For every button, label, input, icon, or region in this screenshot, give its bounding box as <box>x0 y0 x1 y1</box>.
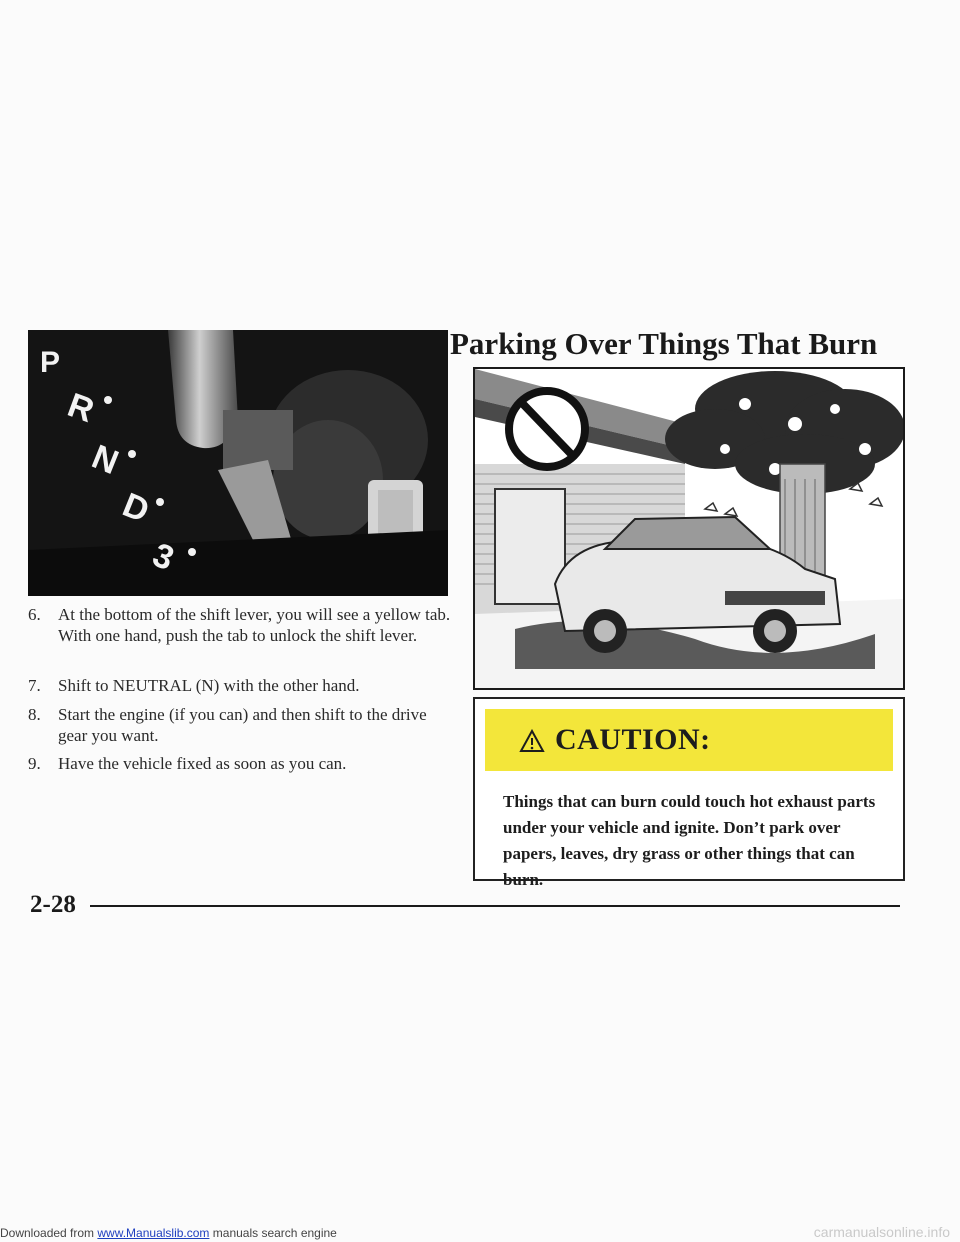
step-9 <box>28 753 458 774</box>
step-number: 9. <box>28 754 41 773</box>
page-number: 2-28 <box>30 891 76 918</box>
gear-label-3: 3 <box>147 535 180 579</box>
step-number: 8. <box>28 705 41 724</box>
download-banner <box>0 1226 337 1240</box>
warning-triangle-icon <box>519 729 545 753</box>
gear-label-p: P <box>40 346 61 379</box>
step-number: 6. <box>28 605 41 624</box>
step-6 <box>28 604 458 646</box>
parking-illustration <box>473 367 905 690</box>
shift-lever-photo <box>28 330 448 596</box>
step-text: Have the vehicle fixed as soon as you can. <box>58 754 347 773</box>
caution-text: Things that can burn could touch hot exhaust parts under your vehicle and ignite. Don’t park over papers, leaves, dry grass or other things that can burn. <box>503 792 876 889</box>
section-title: Parking Over Things That Burn <box>450 326 878 361</box>
caution-band <box>485 709 893 771</box>
gear-label-r: R <box>62 386 99 431</box>
step-7 <box>28 675 458 696</box>
step-text: At the bottom of the shift lever, you will see a yellow tab. With one hand, push the tab to unlock the shift lever. <box>58 605 451 645</box>
gear-label-d: D <box>117 485 155 531</box>
step-text: Start the engine (if you can) and then shift to the drive gear you want. <box>58 705 427 745</box>
step-text: Shift to NEUTRAL (N) with the other hand. <box>58 676 360 695</box>
step-8 <box>28 704 458 746</box>
footer-rule <box>90 905 900 907</box>
download-suffix: manuals search engine <box>209 1226 337 1240</box>
step-number: 7. <box>28 676 41 695</box>
download-prefix: Downloaded from <box>0 1226 98 1240</box>
manualslib-link[interactable]: www.Manualslib.com <box>97 1226 210 1240</box>
caution-box <box>473 697 905 889</box>
gear-label-n: N <box>86 437 124 483</box>
caution-title: CAUTION: <box>555 723 711 756</box>
watermark: carmanualsonline.info <box>813 1224 950 1240</box>
